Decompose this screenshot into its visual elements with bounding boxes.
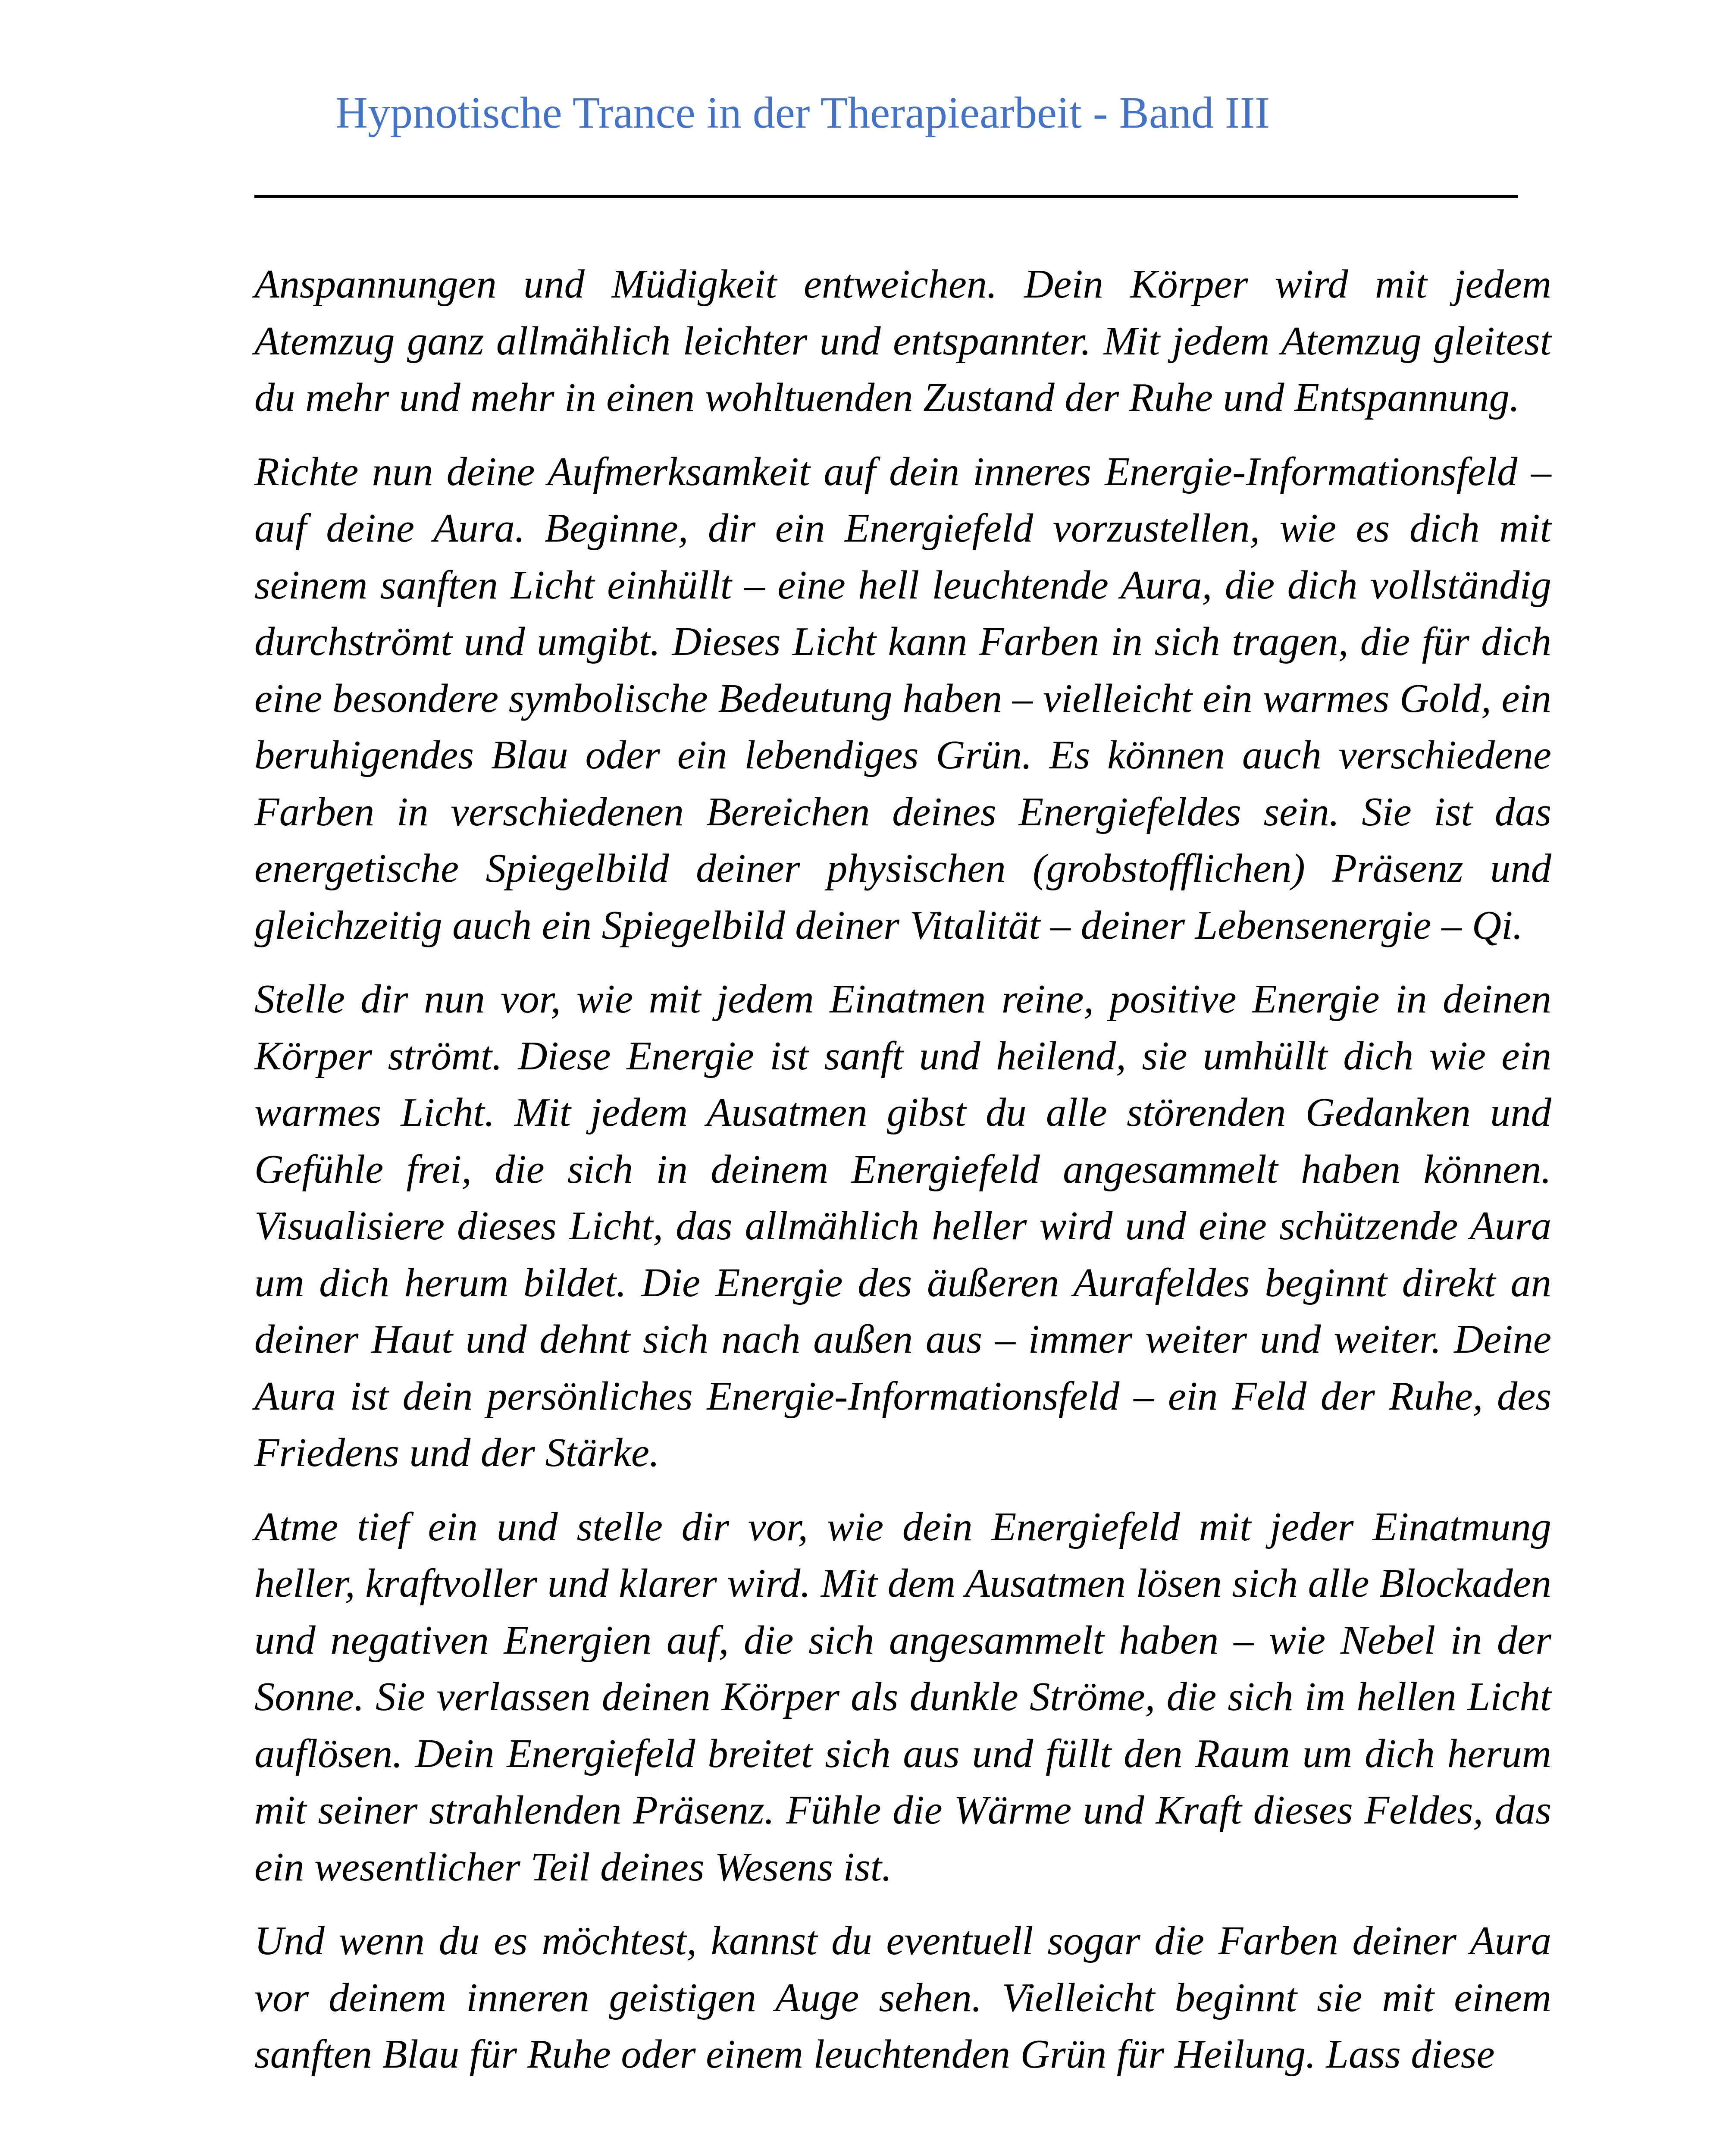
paragraph: Stelle dir nun vor, wie mit jedem Einatmen reine, positive Energie in deinen Körper strömt. Diese Energie ist sanft und heilend, sie umhüllt dich wie ein warmes Licht. Mit jedem Ausatmen gibst du alle störenden Gedanken und Gefühle frei, die sich in deinem Energiefeld angesammelt haben können. Visualisiere dieses Licht, das allmählich heller wird und eine schützende Aura um dich herum bildet. Die Energie des äußeren Aurafeldes beginnt direkt an deiner Haut und dehnt sich nach außen aus – immer weiter und weiter. Deine Aura ist dein persönliches Energie-Informationsfeld – ein Feld der Ruhe, des Friedens und der Stärke. — [254, 977, 1551, 1475]
running-header-title: Hypnotische Trance in der Therapiearbeit - Band III — [335, 88, 1270, 138]
paragraph: Atme tief ein und stelle dir vor, wie dein Energiefeld mit jeder Einatmung heller, kraftvoller und klarer wird. Mit dem Ausatmen lösen sich alle Blockaden und negativen Energien auf, die sich angesammelt haben – wie Nebel in der Sonne. Sie verlassen deinen Körper als dunkle Ströme, die sich im hellen Licht auflösen. Dein Energiefeld breitet sich aus und füllt den Raum um dich herum mit seiner strahlenden Präsenz. Fühle die Wärme und Kraft dieses Feldes, das ein wesentlicher Teil deines Wesens ist. — [254, 1504, 1551, 1890]
header-divider-rule — [254, 195, 1518, 198]
paragraph: Richte nun deine Aufmerksamkeit auf dein inneres Energie-Informationsfeld – auf deine Aura. Beginne, dir ein Energiefeld vorzustellen, wie es dich mit seinem sanften Licht einhüllt – eine hell leuchtende Aura, die dich vollständig durchströmt und umgibt. Dieses Licht kann Farben in sich tragen, die für dich eine besondere symbolische Bedeutung haben – vielleicht ein warmes Gold, ein beruhigendes Blau oder ein lebendiges Grün. Es können auch verschiedene Farben in verschiedenen Bereichen deines Energiefeldes sein. Sie ist das energetische Spiegelbild deiner physischen (grobstofflichen) Präsenz und gleichzeitig auch ein Spiegelbild deiner Vitalität – deiner Lebensenergie – Qi. — [254, 449, 1551, 948]
body-text — [254, 256, 1551, 2100]
paragraph: Anspannungen und Müdigkeit entweichen. Dein Körper wird mit jedem Atemzug ganz allmählich leichter und entspannter. Mit jedem Atemzug gleitest du mehr und mehr in einen wohltuenden Zustand der Ruhe und Entspannung. — [254, 262, 1551, 420]
paragraph: Und wenn du es möchtest, kannst du eventuell sogar die Farben deiner Aura vor deinem inneren geistigen Auge sehen. Vielleicht beginnt sie mit einem sanften Blau für Ruhe oder einem leuchtenden Grün für Heilung. Lass diese — [254, 1918, 1551, 2077]
